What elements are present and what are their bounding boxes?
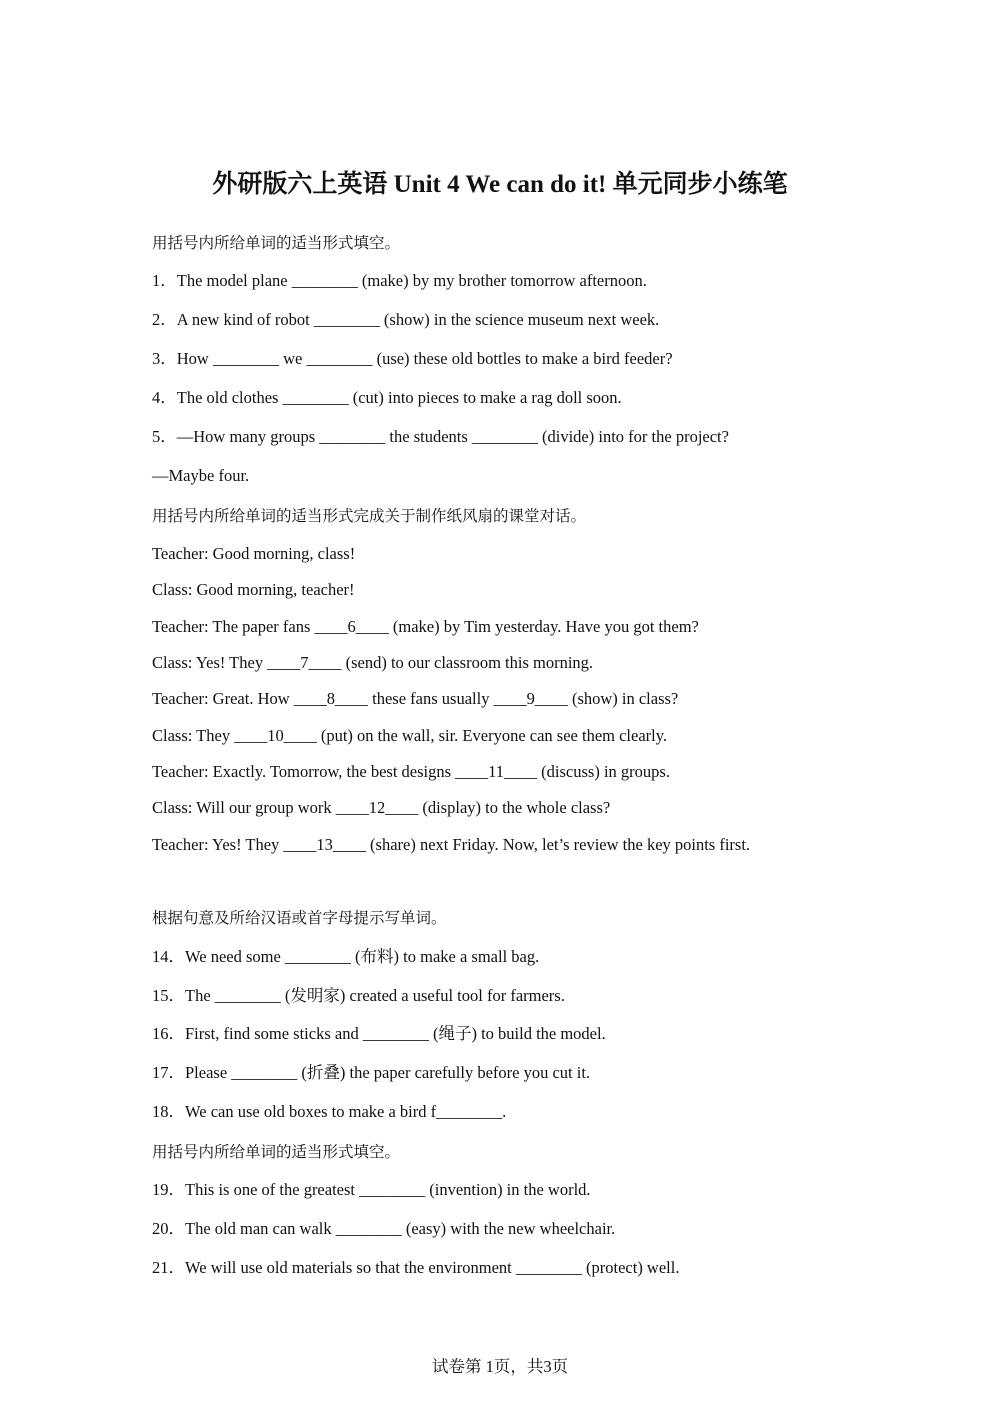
question-number: 2． [152, 310, 177, 329]
question-20 [152, 1218, 615, 1240]
dialogue-line: Teacher: Great. How ____8____ these fans usually ____9____ (show) in class? [152, 689, 679, 708]
question-5 [152, 426, 729, 448]
question-number: 1． [152, 271, 177, 290]
page-footer: 试卷第 1页，共3页 [431, 1357, 569, 1376]
question-text: —How many groups ________ the students ________ (divide) into for the project? [176, 427, 729, 446]
question-text: The model plane ________ (make) by my brother tomorrow afternoon. [176, 271, 647, 290]
dialogue-line: Class: Yes! They ____7____ (send) to our classroom this morning. [152, 653, 594, 672]
question-number: 15． [152, 986, 185, 1005]
question-text: We will use old materials so that the environment ________ (protect) well. [185, 1258, 680, 1277]
question-2 [152, 309, 659, 331]
question-number: 19． [152, 1180, 185, 1199]
dialogue-line: Class: They ____10____ (put) on the wall, sir. Everyone can see them clearly. [152, 726, 668, 745]
question-19 [152, 1179, 591, 1201]
question-text: We need some ________ (布料) to make a small bag. [185, 947, 540, 966]
question-16 [152, 1023, 606, 1045]
dialogue-line: Class: Good morning, teacher! [152, 580, 355, 599]
question-text: We can use old boxes to make a bird f________. [185, 1102, 507, 1121]
question-text: This is one of the greatest ________ (invention) in the world. [185, 1180, 591, 1199]
question-number: 5． [152, 427, 177, 446]
question-text: A new kind of robot ________ (show) in the science museum next week. [176, 310, 660, 329]
question-4 [152, 387, 622, 409]
dialogue-line: Teacher: Good morning, class! [152, 544, 356, 563]
section-heading-1: 用括号内所给单词的适当形式填空。 [152, 234, 401, 252]
question-5-answer-line: —Maybe four. [152, 466, 250, 485]
question-number: 18． [152, 1102, 185, 1121]
dialogue-line: Teacher: Exactly. Tomorrow, the best designs ____11____ (discuss) in groups. [152, 762, 670, 781]
question-14 [152, 946, 539, 968]
question-number: 20． [152, 1219, 185, 1238]
question-text: The ________ (发明家) created a useful tool for farmers. [185, 986, 565, 1005]
question-number: 21． [152, 1258, 185, 1277]
question-text: How ________ we ________ (use) these old bottles to make a bird feeder? [176, 349, 673, 368]
question-15 [152, 985, 565, 1007]
question-1 [152, 270, 647, 292]
question-21 [152, 1257, 679, 1279]
question-17 [152, 1062, 590, 1084]
question-number: 3． [152, 349, 177, 368]
question-18 [152, 1101, 506, 1123]
question-3 [152, 348, 673, 370]
question-text: First, find some sticks and ________ (绳子) to build the model. [185, 1024, 606, 1043]
section-heading-4: 用括号内所给单词的适当形式填空。 [152, 1143, 401, 1161]
question-text: The old clothes ________ (cut) into pieces to make a rag doll soon. [176, 388, 622, 407]
dialogue-line: Teacher: The paper fans ____6____ (make) by Tim yesterday. Have you got them? [152, 617, 699, 636]
section-heading-2: 用括号内所给单词的适当形式完成关于制作纸风扇的课堂对话。 [152, 507, 587, 525]
question-text: The old man can walk ________ (easy) with the new wheelchair. [185, 1219, 616, 1238]
section-heading-3: 根据句意及所给汉语或首字母提示写单词。 [152, 909, 447, 927]
dialogue-line: Class: Will our group work ____12____ (display) to the whole class? [152, 798, 611, 817]
question-number: 4． [152, 388, 177, 407]
question-number: 17． [152, 1063, 185, 1082]
question-text: Please ________ (折叠) the paper carefully before you cut it. [185, 1063, 591, 1082]
question-number: 16． [152, 1024, 185, 1043]
question-number: 14． [152, 947, 185, 966]
page-title: 外研版六上英语 Unit 4 We can do it! 单元同步小练笔 [212, 171, 788, 198]
dialogue-line: Teacher: Yes! They ____13____ (share) next Friday. Now, let’s review the key points first. [152, 835, 751, 854]
